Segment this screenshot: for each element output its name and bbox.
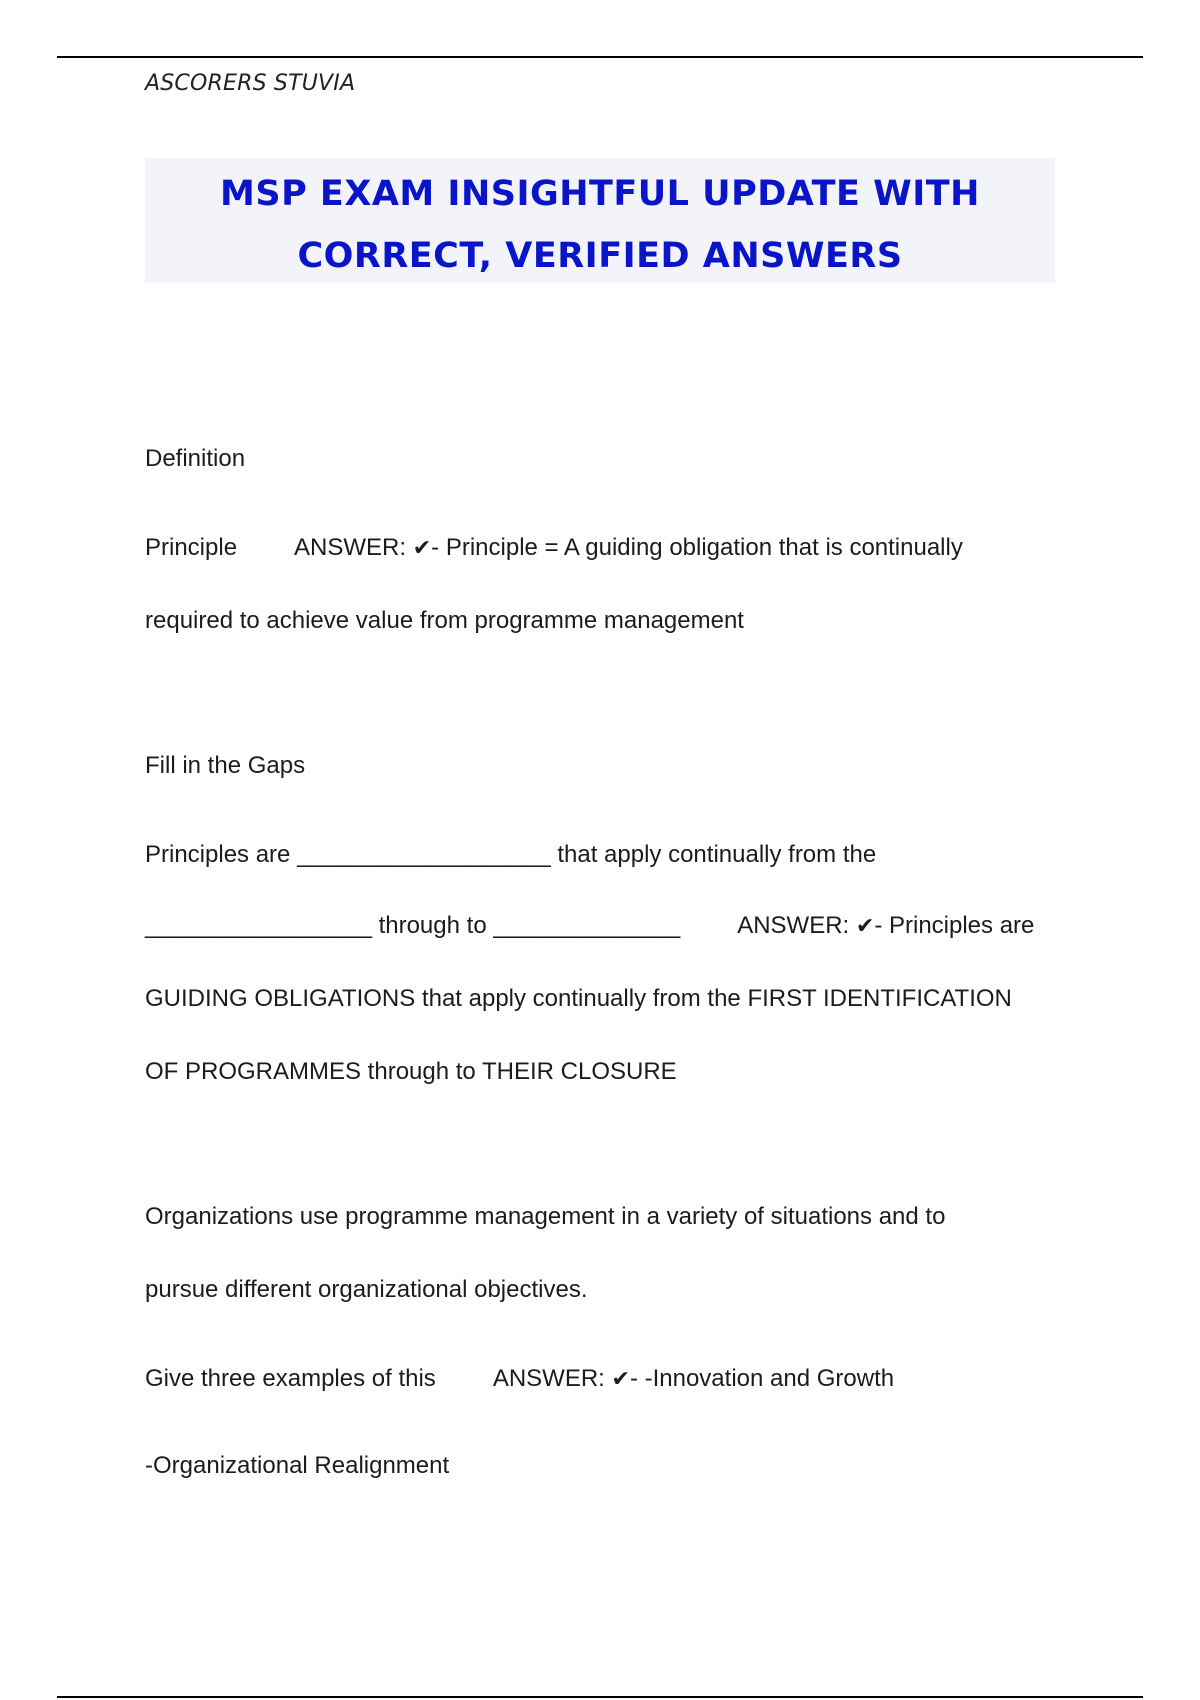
q2-answer-continuation-1: GUIDING OBLIGATIONS that apply continually from the FIRST IDENTIFICATION — [145, 985, 1012, 1012]
q3-prompt-line — [145, 1365, 894, 1393]
q1-answer-label: ANSWER: — [294, 534, 413, 561]
q3-question-line-2: pursue different organizational objectives. — [145, 1276, 588, 1303]
q2-question-line-2 — [145, 912, 1034, 940]
checkmark-icon: ✔ — [611, 1367, 630, 1392]
title-line-2: CORRECT, VERIFIED ANSWERS — [297, 236, 903, 276]
q2-blanks: _________________ through to ______________ — [145, 912, 681, 939]
q3-answer-text: - -Innovation and Growth — [629, 1365, 895, 1392]
q3-prompt: Give three examples of this — [145, 1365, 436, 1392]
bottom-rule — [57, 1696, 1143, 1698]
checkmark-icon: ✔ — [855, 914, 875, 939]
q2-question-line-1: Principles are ___________________ that apply continually from the — [145, 841, 877, 868]
q3-question-line-1: Organizations use programme management in a variety of situations and to — [145, 1203, 946, 1230]
q1-answer-text: - Principle = A guiding obligation that is continually — [431, 534, 963, 561]
q1-answer-continuation: required to achieve value from programme management — [145, 607, 744, 634]
checkmark-icon: ✔ — [412, 536, 432, 561]
q2-answer-label: ANSWER: — [737, 912, 856, 939]
q1-heading: Definition — [145, 445, 246, 472]
q3-answer-label: ANSWER: — [492, 1365, 612, 1392]
q2-heading: Fill in the Gaps — [145, 752, 306, 779]
q3-answer-continuation: -Organizational Realignment — [145, 1452, 450, 1479]
q1-term: Principle — [145, 534, 238, 561]
title-banner — [145, 158, 1055, 283]
title-line-1: MSP EXAM INSIGHTFUL UPDATE WITH — [220, 174, 980, 214]
document-source-header: ASCORERS STUVIA — [145, 71, 356, 96]
top-rule — [57, 56, 1143, 58]
q2-answer-continuation-2: OF PROGRAMMES through to THEIR CLOSURE — [145, 1058, 677, 1085]
q2-answer-text: - Principles are — [874, 912, 1035, 939]
q1-question-line — [145, 534, 963, 562]
